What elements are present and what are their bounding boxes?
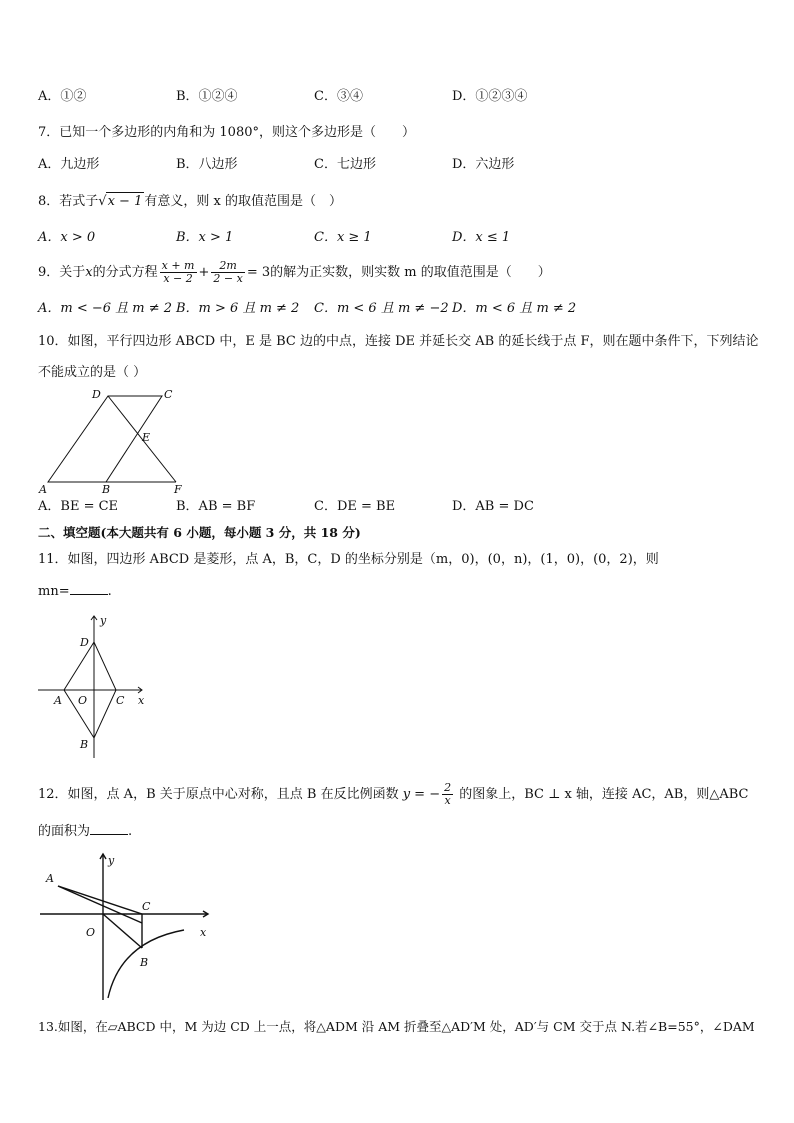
label-a: A	[54, 694, 62, 707]
q7-stem: 7．已知一个多边形的内角和为 1080°，则这个多边形是（ ）	[38, 125, 415, 140]
q8-option-b: B．x > 1	[176, 230, 234, 245]
q9-fraction-2-num: 2m	[211, 260, 244, 273]
label-x: x	[138, 694, 145, 707]
q6-option-b: B．①②④	[176, 89, 238, 104]
label-o: O	[86, 926, 96, 939]
q6-option-c: C．③④	[314, 89, 363, 104]
q12-stem-pre: 12．如图，点 A，B 关于原点中心对称，且点 B 在反比例函数	[38, 787, 403, 802]
q11-mn: mn=	[38, 584, 70, 599]
q6-option-a: A．①②	[38, 89, 87, 104]
label-e: E	[142, 431, 151, 444]
q7-option-b: B．八边形	[176, 157, 238, 172]
q9-option-a: A．m < −6 且 m ≠ 2	[38, 301, 173, 316]
q10-stem-line2: 不能成立的是（ ）	[38, 365, 147, 380]
q13-stem: 13.如图，在▱ABCD 中，M 为边 CD 上一点，将△ADM 沿 AM 折叠至△AD′M 处，AD′与 CM 交于点 N.若∠B=55°，∠DAM	[38, 1019, 755, 1034]
q8-radicand: x − 1	[107, 194, 143, 209]
q12-stem	[38, 780, 748, 810]
label-y: y	[108, 854, 115, 867]
q11-tail: .	[107, 584, 112, 599]
q11-stem-line2	[38, 582, 112, 601]
q7-option-c: C．七边形	[314, 157, 376, 172]
label-b: B	[140, 956, 149, 969]
q8-stem: 8．若式子√x − 1 有意义，则 x 的取值范围是（ ）	[38, 194, 342, 209]
q10-parallelogram-figure	[36, 386, 196, 496]
q10-option-c: C．DE = BE	[314, 499, 396, 514]
q10-option-b: B．AB = BF	[176, 499, 256, 514]
label-c: C	[164, 388, 173, 401]
q9-var: x	[85, 265, 93, 280]
q12-fraction	[442, 782, 453, 807]
section-2-heading: 二、填空题(本大题共有 6 小题，每小题 3 分，共 18 分)	[38, 525, 361, 540]
q8-option-a: A．x > 0	[38, 230, 96, 245]
q9-fraction-2-den: 2 − x	[213, 272, 243, 285]
q9-option-b: B．m > 6 且 m ≠ 2	[176, 301, 300, 316]
label-d: D	[92, 388, 101, 401]
q12-stem-line2	[38, 822, 132, 841]
segment-ab	[58, 886, 142, 923]
label-b: B	[80, 738, 89, 751]
q9-plus: +	[198, 265, 210, 280]
q9-equals: = 3	[246, 265, 271, 280]
label-a: A	[39, 483, 47, 496]
q10-options	[38, 498, 758, 516]
label-y: y	[100, 614, 107, 627]
q10-option-d: D．AB = DC	[452, 499, 534, 514]
label-c: C	[142, 900, 151, 913]
q9-fraction-1-den: x − 2	[163, 272, 193, 285]
q12-fn-lhs: y = −	[402, 787, 441, 802]
q12-hyperbola-figure	[36, 850, 226, 1005]
segment-ob	[103, 914, 142, 948]
q9-stem-post: 的解为正实数，则实数 m 的取值范围是（ ）	[270, 265, 551, 280]
label-c: C	[116, 694, 125, 707]
q12-answer-blank	[90, 822, 128, 835]
q6-option-d: D．①②③④	[452, 89, 528, 104]
q6-options	[38, 88, 758, 106]
q7-options	[38, 156, 758, 174]
label-b: B	[102, 483, 111, 496]
q8-options	[38, 229, 758, 247]
q9-stem-pre: 9．关于	[38, 265, 86, 280]
q7-option-d: D．六边形	[452, 157, 515, 172]
q9-stem	[38, 258, 551, 288]
q9-option-c: C．m < 6 且 m ≠ −2	[314, 301, 449, 316]
q8-option-c: C．x ≥ 1	[314, 230, 372, 245]
label-x: x	[200, 926, 207, 939]
label-a: A	[46, 872, 54, 885]
q11-rhombus-figure	[34, 612, 154, 762]
label-d: D	[80, 636, 89, 649]
q10-option-a: A．BE = CE	[38, 499, 119, 514]
q11-stem: 11．如图，四边形 ABCD 是菱形，点 A，B，C，D 的坐标分别是（m，0)，(0，n)，(1，0)，(0，2)，则	[38, 552, 659, 567]
q12-tail: .	[128, 824, 133, 839]
q12-stem-post: 的图象上，BC ⊥ x 轴，连接 AC，AB，则△ABC	[455, 787, 749, 802]
q8-stem-post: 有意义，则 x 的取值范围是（ ）	[144, 194, 342, 209]
label-o: O	[78, 694, 88, 707]
q9-fraction-1	[160, 260, 197, 285]
q11-answer-blank	[70, 582, 108, 595]
q8-stem-pre: 8．若式子	[38, 194, 99, 209]
label-f: F	[174, 483, 182, 496]
q7-option-a: A．九边形	[38, 157, 100, 172]
segment-ac	[58, 886, 142, 914]
q12-area-label: 的面积为	[38, 824, 91, 839]
q9-fraction-1-num: x + m	[161, 259, 195, 272]
q12-fraction-den: x	[444, 794, 451, 807]
q9-stem-mid: 的分式方程	[92, 265, 158, 280]
q10-stem-line1: 10．如图，平行四边形 ABCD 中，E 是 BC 边的中点，连接 DE 并延长交 AB 的延长线于点 F，则在题中条件下，下列结论	[38, 334, 759, 349]
q9-fraction-2	[211, 260, 244, 285]
q9-options	[38, 300, 758, 318]
q12-fraction-num: 2	[444, 781, 452, 794]
q9-option-d: D．m < 6 且 m ≠ 2	[452, 301, 577, 316]
q8-option-d: D．x ≤ 1	[452, 230, 511, 245]
